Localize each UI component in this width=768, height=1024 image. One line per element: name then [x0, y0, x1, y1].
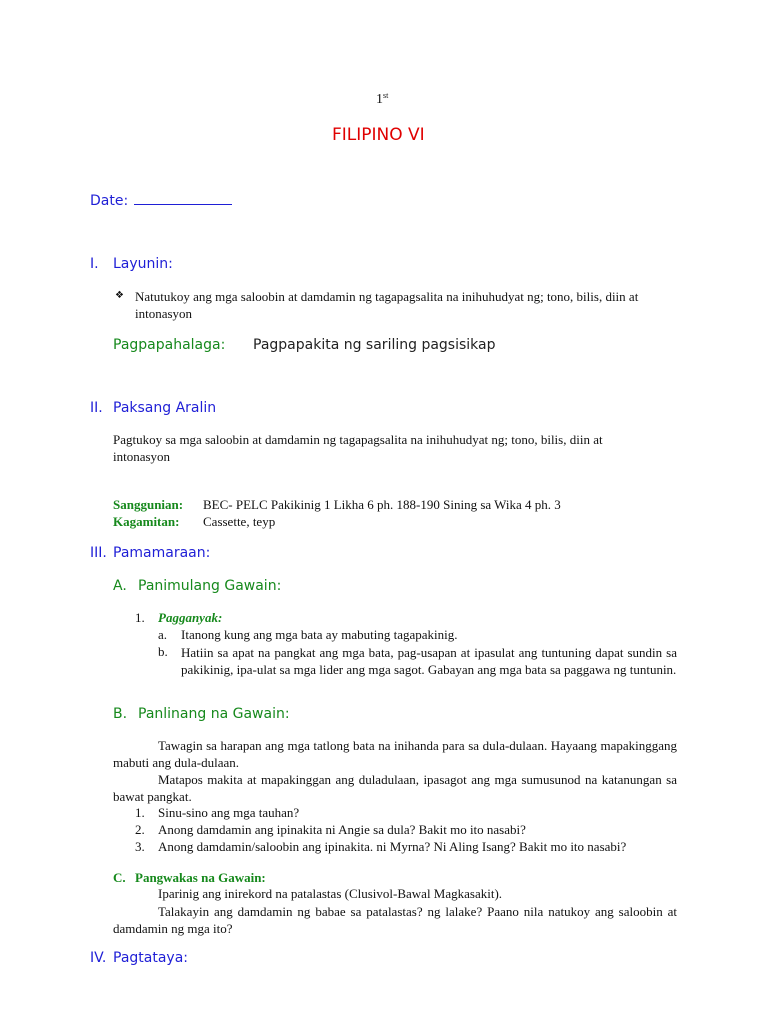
- date-label: Date:: [90, 193, 129, 209]
- panlinang-heading: Panlinang na Gawain:: [138, 706, 290, 722]
- paksang-text-line2: intonasyon: [113, 449, 171, 464]
- diamond-bullet-icon: ❖: [115, 290, 124, 301]
- question-text: Sinu-sino ang mga tauhan?: [158, 805, 300, 820]
- question-text: Anong damdamin/saloobin ang ipinakita. ni Myrna? Ni Aling Isang? Bakit mo ito nasabi?: [158, 839, 627, 854]
- section-pamamaraan-heading: Pamamaraan:: [113, 545, 211, 561]
- kagamitan-value: Cassette, teyp: [203, 514, 276, 529]
- pangwakas-paragraph-2: Talakayin ang damdamin ng babae sa patalastas? ng lalake? Paano nila natukoy ang saloobin at damdamin ng mga ito?: [113, 904, 677, 936]
- pangwakas-heading: Pangwakas na Gawain:: [135, 870, 266, 885]
- pagganyak-sub-a-letter: a.: [158, 627, 168, 642]
- section-paksang-heading: Paksang Aralin: [113, 400, 217, 416]
- section-pagtataya-heading: Pagtataya:: [113, 950, 188, 966]
- pagganyak-number: 1.: [135, 610, 145, 625]
- panimulang-heading: Panimulang Gawain:: [138, 578, 282, 594]
- pagganyak-sub-a-text: Itanong kung ang mga bata ay mabuting tagapakinig.: [181, 627, 458, 642]
- layunin-text-line1: Natutukoy ang mga saloobin at damdamin ng tagapagsalita na inihuhudyat ng; tono, bilis, diin at: [135, 289, 639, 304]
- section-pamamaraan-number: III.: [90, 545, 107, 561]
- section-pagtataya-number: IV.: [90, 950, 107, 966]
- paksang-text-line1: Pagtukoy sa mga saloobin at damdamin ng tagapagsalita na inihuhudyat ng; tono, bilis, diin at: [113, 432, 603, 447]
- question-number: 2.: [135, 822, 145, 837]
- question-text: Anong damdamin ang ipinakita ni Angie sa dula? Bakit mo ito nasabi?: [158, 822, 526, 837]
- page-number: [376, 92, 388, 108]
- date-field: [90, 192, 232, 209]
- sanggunian-value: BEC- PELC Pakikinig 1 Likha 6 ph. 188-190 Sining sa Wika 4 ph. 3: [203, 497, 561, 512]
- question-number: 1.: [135, 805, 145, 820]
- panlinang-paragraph-2: Matapos makita at mapakinggan ang duladulaan, ipasagot ang mga sumusunod na katanungan sa bawat pangkat.: [113, 772, 677, 804]
- pagganyak-sub-b-text: Hatiin sa apat na pangkat ang mga bata, pag-usapan at ipasulat ang tuntuning dapat sundin sa pakikinig, ipa-ulat sa mga lider ang mga sagot. Gabayan ang mga bata sa paggawa ng tuntunin.: [181, 645, 677, 677]
- pangwakas-letter: C.: [113, 870, 126, 885]
- sanggunian-label: Sanggunian:: [113, 497, 184, 512]
- date-blank-line: [134, 192, 232, 205]
- panlinang-letter: B.: [113, 706, 128, 722]
- kagamitan-label: Kagamitan:: [113, 514, 180, 529]
- panlinang-paragraph-1: Tawagin sa harapan ang mga tatlong bata na inihanda para sa dula-dulaan. Hayaang mapakinggang mabuti ang dula-dulaan.: [113, 738, 677, 770]
- document-title: FILIPINO VI: [332, 125, 425, 145]
- pagpapahalaga-value: Pagpapakita ng sariling pagsisikap: [253, 337, 496, 353]
- page-number-suffix: st: [383, 91, 389, 100]
- section-layunin-number: I.: [90, 256, 99, 272]
- section-layunin-heading: Layunin:: [113, 256, 173, 272]
- layunin-text-line2: intonasyon: [135, 306, 193, 321]
- question-number: 3.: [135, 839, 145, 854]
- pangwakas-line-1: Iparinig ang inirekord na patalastas (Clusivol-Bawal Magkasakit).: [158, 886, 503, 901]
- panimulang-letter: A.: [113, 578, 127, 594]
- pagganyak-title: Pagganyak:: [158, 610, 223, 625]
- pagpapahalaga-label: Pagpapahalaga:: [113, 337, 226, 353]
- pagganyak-sub-b-letter: b.: [158, 644, 168, 659]
- section-paksang-number: II.: [90, 400, 103, 416]
- page-number-value: 1: [376, 92, 383, 107]
